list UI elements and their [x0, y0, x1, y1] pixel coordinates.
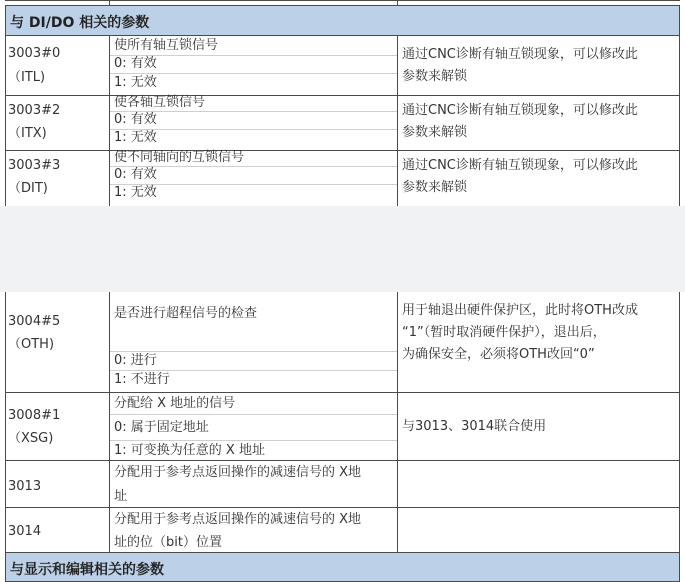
param-number: 3003#3 [8, 158, 61, 173]
param-note-line: 为确保安全，必须将OTH改回“0” [402, 347, 595, 362]
param-title: 使不同轴向的互锁信号 [114, 150, 245, 165]
param-number: 3008#1 [8, 408, 61, 423]
option-1: 1: 无效 [114, 75, 157, 90]
param-symbol: （ITX) [8, 126, 47, 141]
option-0: 0: 进行 [114, 353, 157, 368]
section-header-dido [5, 5, 680, 36]
param-note-line: 通过CNC诊断有轴互锁现象，可以修改此 [402, 103, 638, 118]
param-title: 使所有轴互锁信号 [114, 38, 219, 53]
param-note-line: 参数来解锁 [402, 69, 468, 84]
section-title: 与 DI/DO 相关的参数 [10, 15, 150, 31]
param-note-line: 与3013、3014联合使用 [402, 419, 547, 434]
param-number: 3014 [8, 524, 42, 539]
page-gap [0, 206, 685, 292]
param-symbol: （XSG) [8, 431, 54, 446]
param-symbol: （ITL) [8, 70, 46, 85]
param-desc-line: 分配用于参考点返回操作的减速信号的 X地 [114, 465, 362, 480]
option-0: 0: 有效 [114, 112, 157, 127]
param-symbol: （OTH) [8, 337, 55, 352]
param-desc-line: 址的位（bit）位置 [114, 535, 222, 550]
option-1: 1: 无效 [114, 185, 157, 200]
param-note-line: 用于轴退出硬件保护区，此时将OTH改成 [402, 303, 638, 318]
option-0: 0: 属于固定地址 [114, 420, 209, 435]
option-0: 0: 有效 [114, 56, 157, 71]
param-number: 3004#5 [8, 314, 61, 329]
param-note-line: 参数来解锁 [402, 180, 468, 195]
param-symbol: （DIT) [8, 181, 48, 196]
param-note-line: 通过CNC诊断有轴互锁现象，可以修改此 [402, 47, 638, 62]
param-number: 3003#0 [8, 46, 61, 61]
option-0: 0: 有效 [114, 167, 157, 182]
option-1: 1: 不进行 [114, 372, 170, 387]
option-1: 1: 无效 [114, 130, 157, 145]
section-header-display-edit [5, 552, 680, 582]
param-desc-line: 址 [114, 489, 128, 504]
param-note-line: 通过CNC诊断有轴互锁现象，可以修改此 [402, 158, 638, 173]
param-desc-line: 分配用于参考点返回操作的减速信号的 X地 [114, 512, 362, 527]
param-title: 使各轴互锁信号 [114, 95, 206, 110]
param-note-line: 参数来解锁 [402, 125, 468, 140]
section-title: 与显示和编辑相关的参数 [10, 562, 164, 578]
param-number: 3003#2 [8, 103, 61, 118]
param-title: 是否进行超程信号的检查 [114, 306, 258, 321]
param-title: 分配给 X 地址的信号 [114, 396, 236, 411]
param-note-line: “1”（暂时取消硬件保护），退出后， [402, 325, 606, 340]
option-1: 1: 可变换为任意的 X 地址 [114, 443, 265, 458]
param-number: 3013 [8, 479, 42, 494]
